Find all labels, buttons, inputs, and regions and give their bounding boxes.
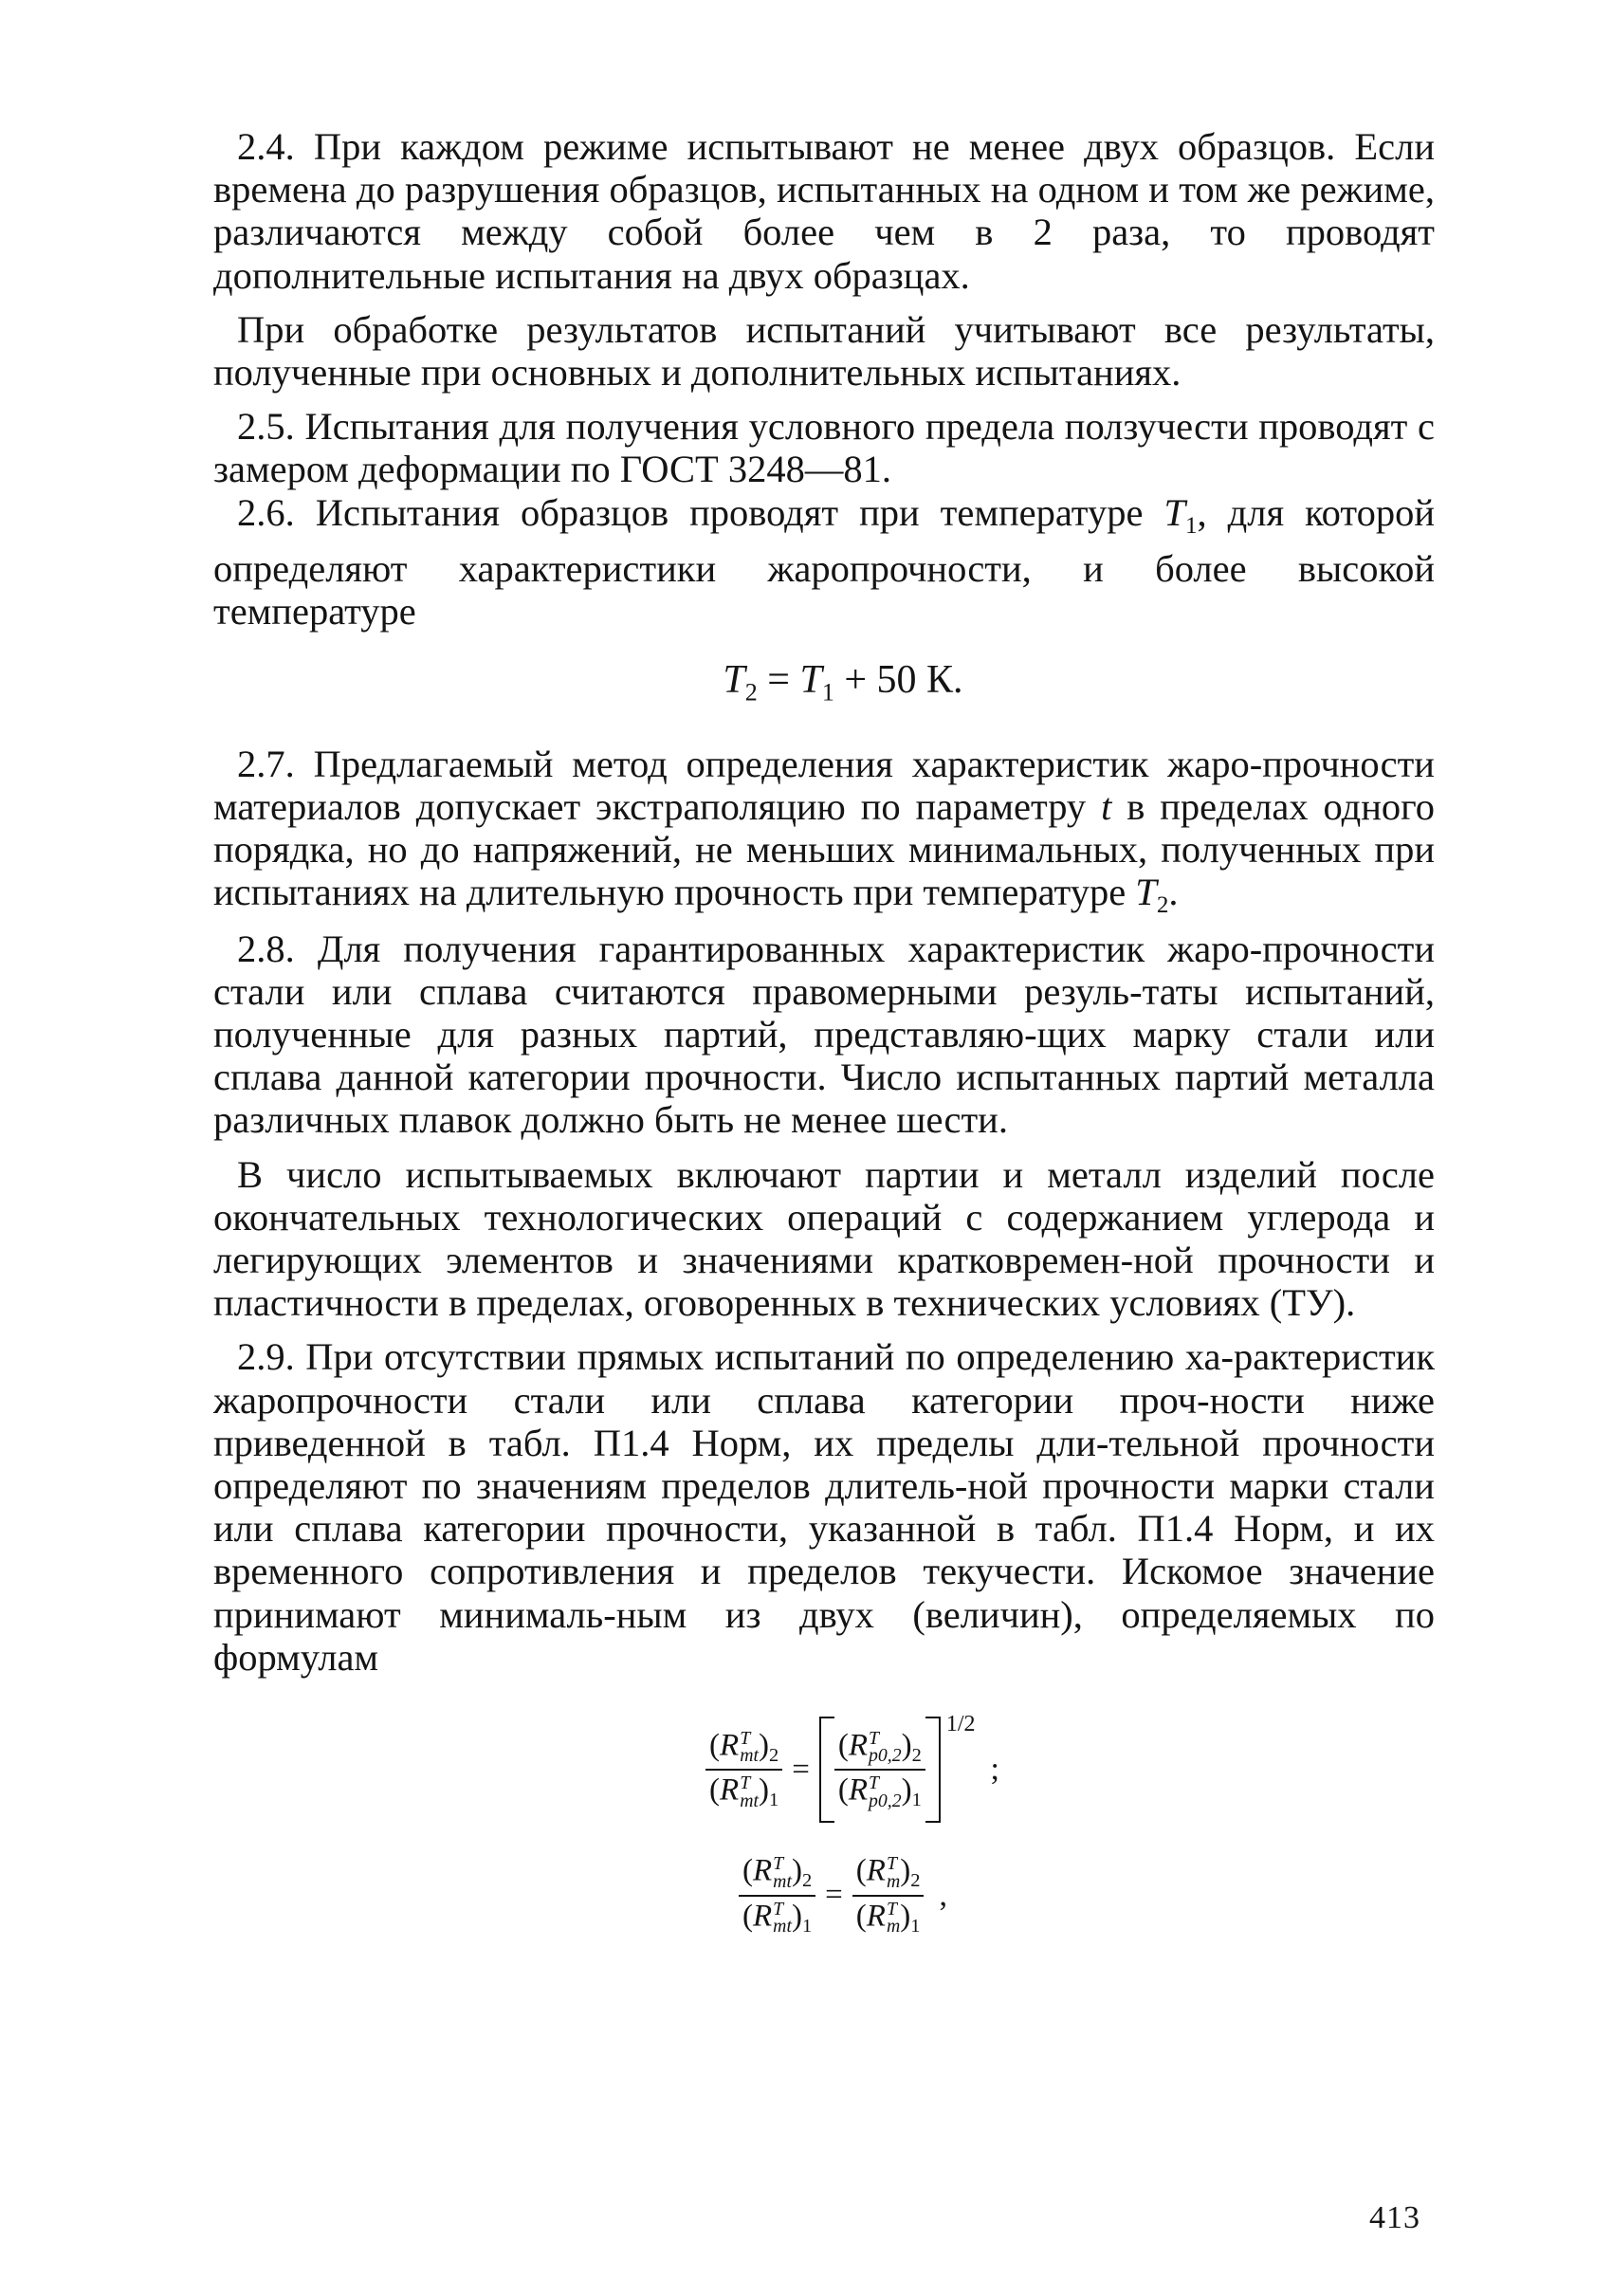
eq-equals: = — [767, 658, 790, 703]
symbol-t: t — [1101, 785, 1112, 828]
period: . — [1168, 871, 1179, 914]
right-bracket — [925, 1717, 941, 1823]
page-number: 413 — [1369, 2200, 1420, 2235]
eq-rhs-sub: 1 — [821, 678, 834, 707]
formula-1-right-fraction — [834, 1727, 925, 1811]
f1-equals: = — [792, 1752, 810, 1787]
f1-power: 1/2 — [945, 1712, 976, 1737]
formula-1-left-fraction — [705, 1727, 782, 1811]
eq-lhs-T: T — [723, 658, 745, 703]
paragraph-2-8: 2.8. Для получения гарантированных характеристик жаро-прочности стали или сплава считаются правомерными резуль-таты испытаний, полученные для разных партий, представляю-щих марку стали или сплава данной категории прочности. Число испытанных партий металла различных плавок должно быть не менее шести. — [213, 927, 1435, 1142]
f1-bracket-group — [819, 1717, 941, 1823]
formula-2 — [251, 1855, 1435, 1936]
eq-rhs-T: T — [799, 658, 822, 703]
left-bracket — [819, 1717, 834, 1823]
paragraph-2-6-part1: 2.6. Испытания образцов проводят при температуре — [237, 490, 1164, 534]
f2-left-num: (R T mt )$_2$ — [739, 1855, 815, 1897]
paragraph-2-6 — [213, 491, 1435, 634]
page-body — [213, 125, 1435, 1936]
symbol-T: T — [1163, 490, 1185, 534]
f2-left-den: (R T mt )$_1$ — [742, 1898, 813, 1938]
symbol-T2: T — [1135, 871, 1157, 914]
f1-right-num: (R T p0,2 )$_2$ — [834, 1730, 925, 1772]
f2-right-num: (R T m )$_2$ — [852, 1855, 925, 1897]
paragraph-2-9: 2.9. При отсутствии прямых испытаний по определению ха-рактеристик жаропрочности стали или сплава категории проч-ности ниже приведенной в табл. П1.4 Норм, их пределы дли-тельной прочности определяют по значениям пределов длитель-ной прочности марки стали или сплава категории прочности, указанной в табл. П1.4 Норм, и их временного сопротивления и пределов текучести. Искомое значение принимают минималь-ным из двух (величин), определяемых по формулам — [213, 1335, 1435, 1679]
paragraph-2-5: 2.5. Испытания для получения условного предела ползучести проводят с замером деформации по ГОСТ 3248—81. — [213, 405, 1435, 491]
formula-1 — [270, 1712, 1435, 1823]
formula-2-left-fraction — [739, 1855, 815, 1936]
paragraph-2-4: 2.4. При каждом режиме испытывают не менее двух образцов. Если времена до разрушения образцов, испытанных на одном и том же режиме, различаются между собой более чем в 2 раза, то проводят дополнительные испытания на двух образцах. — [213, 125, 1435, 297]
paragraph-2-7-text: 2.7. Предлагаемый метод определения характеристик жаро-прочности материалов допускает экстраполяцию по параметру — [213, 742, 1435, 828]
eq-rest: + 50 К. — [833, 658, 963, 703]
f1-semicolon: ; — [990, 1752, 999, 1788]
f2-right-den: (R T m )$_1$ — [855, 1898, 921, 1938]
subscript-2: 2 — [1156, 892, 1169, 919]
eq-lhs-sub: 2 — [744, 678, 758, 707]
paragraph-2-7 — [213, 743, 1435, 928]
paragraph-2-6-part2: , для которой определяют характеристики жаропрочности, и более высокой температуре — [213, 490, 1435, 634]
formula-2-right-fraction — [852, 1855, 925, 1936]
paragraph-included: В число испытываемых включают партии и металл изделий после окончательных технологических операций с содержанием углерода и легирующих элементов и значениями кратковремен-ной прочности и пластичности в пределах, оговоренных в технических условиях (ТУ). — [213, 1152, 1435, 1325]
equation-t2 — [213, 659, 1435, 714]
paragraph-2-7-text2: в пределах одного порядка, но до напряжений, не меньших минимальных, полученных при испытаниях на длительную прочность при температуре — [213, 785, 1435, 914]
f1-left-num: (R T mt )$_2$ — [705, 1730, 782, 1772]
f2-comma: , — [939, 1877, 947, 1913]
f2-equals: = — [825, 1878, 843, 1913]
paragraph-results: При обработке результатов испытаний учитывают все результаты, полученные при основных и дополнительных испытаниях. — [213, 307, 1435, 395]
f1-left-den: (R T mt )$_1$ — [709, 1773, 779, 1811]
subscript-1: 1 — [1184, 512, 1198, 539]
f1-right-den: (R T p0,2 )$_1$ — [837, 1773, 922, 1811]
